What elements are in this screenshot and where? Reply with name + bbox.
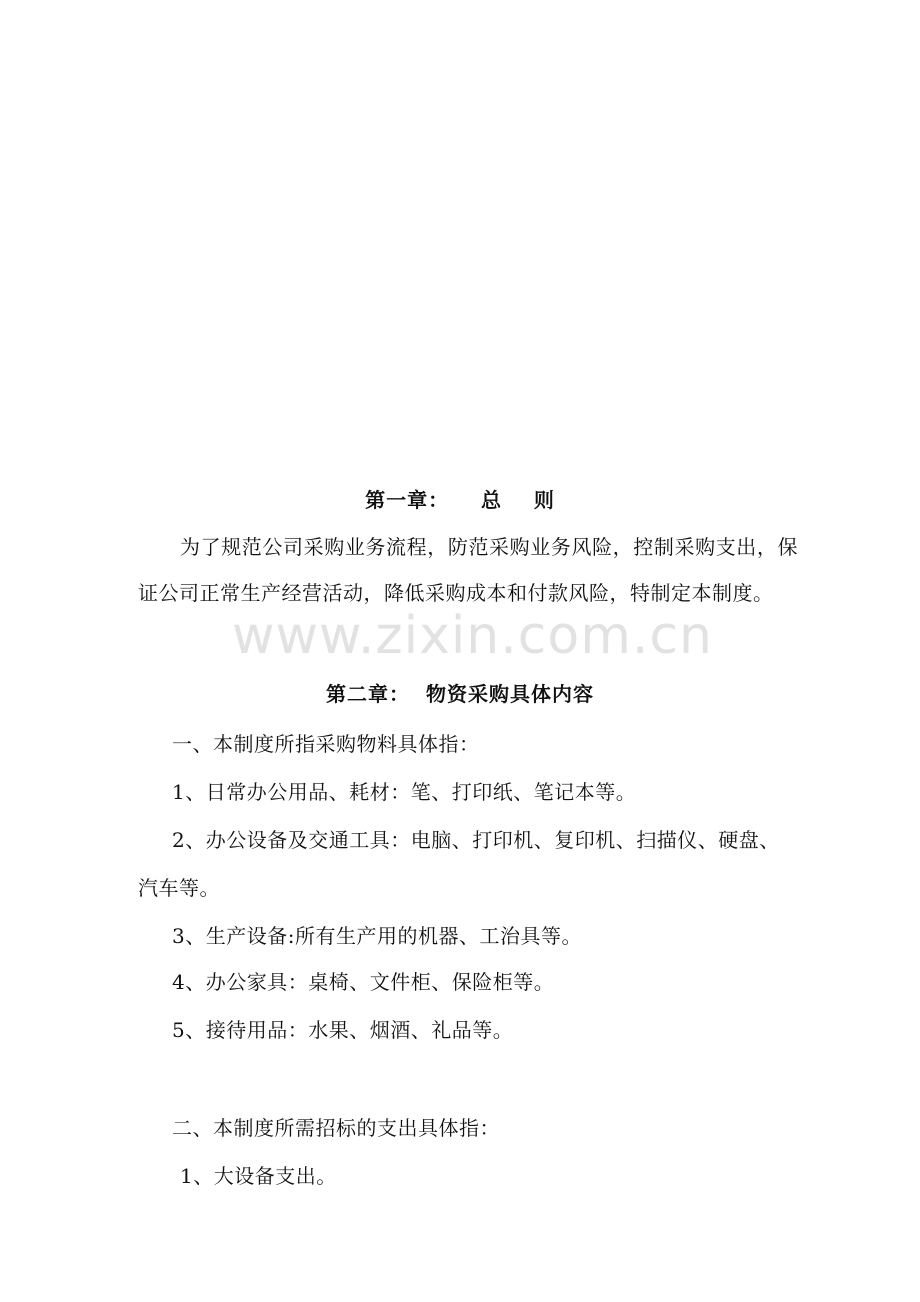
list-item: 2、办公设备及交通工具：电脑、打印机、复印机、扫描仪、硬盘、: [172, 828, 780, 852]
list-item: 1、大设备支出。: [180, 1164, 337, 1188]
list-item-continuation: 汽车等。: [138, 876, 220, 900]
chapter-1-body: 为了规范公司采购业务流程，防范采购业务风险，控制采购支出，保证公司正常生产经营活动，降低采购成本和付款风险，特制定本制度。: [138, 535, 798, 605]
list-item: 1、日常办公用品、耗材：笔、打印纸、笔记本等。: [172, 780, 637, 804]
watermark: www.zixin.com.cn: [232, 606, 713, 666]
list-item: 5、接待用品：水果、烟酒、礼品等。: [172, 1018, 514, 1042]
list-item: 3、生产设备:所有生产用的机器、工治具等。: [172, 924, 582, 948]
list-item: 4、办公家具：桌椅、文件柜、保险柜等。: [172, 970, 555, 994]
chapter-1-title: 第一章： 总 则: [365, 488, 555, 512]
section-1-heading: 一、本制度所指采购物料具体指：: [172, 732, 480, 756]
chapter-2-title: 第二章： 物资采购具体内容: [326, 682, 594, 706]
section-2-heading: 二、本制度所需招标的支出具体指：: [172, 1116, 500, 1140]
